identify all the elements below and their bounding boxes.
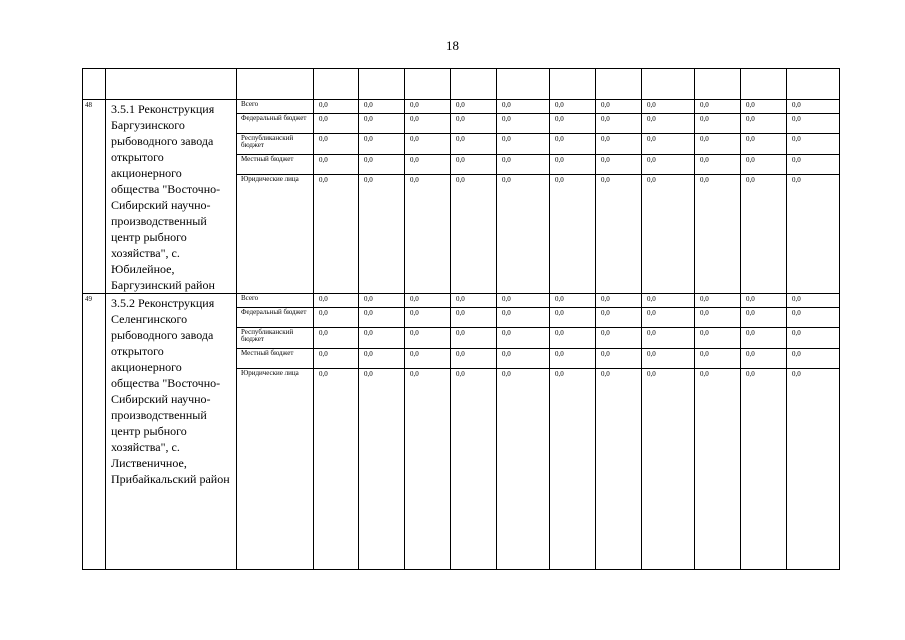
value-cell: 0,0 — [642, 294, 695, 308]
value-cell: 0,0 — [550, 328, 596, 349]
value-cell: 0,0 — [741, 155, 787, 175]
value-cell: 0,0 — [451, 294, 497, 308]
value-cell: 0,0 — [596, 369, 642, 570]
value-cell: 0,0 — [359, 369, 405, 570]
value-cell: 0,0 — [596, 114, 642, 134]
value-cell: 0,0 — [695, 114, 741, 134]
header-cell — [106, 69, 237, 100]
value-cell: 0,0 — [787, 328, 840, 349]
value-cell: 0,0 — [359, 308, 405, 328]
header-cell — [787, 69, 840, 100]
header-cell — [405, 69, 451, 100]
value-cell: 0,0 — [787, 349, 840, 369]
header-cell — [550, 69, 596, 100]
value-cell: 0,0 — [695, 175, 741, 294]
header-cell — [497, 69, 550, 100]
project-number: 48 — [83, 100, 106, 294]
header-row — [83, 69, 840, 100]
header-cell — [451, 69, 497, 100]
value-cell: 0,0 — [451, 155, 497, 175]
value-cell: 0,0 — [451, 308, 497, 328]
value-cell: 0,0 — [451, 114, 497, 134]
project-number: 49 — [83, 294, 106, 570]
value-cell: 0,0 — [695, 155, 741, 175]
header-cell — [695, 69, 741, 100]
value-cell: 0,0 — [550, 369, 596, 570]
value-cell: 0,0 — [497, 155, 550, 175]
value-cell: 0,0 — [314, 328, 359, 349]
value-cell: 0,0 — [596, 134, 642, 155]
project-rows — [83, 100, 840, 570]
value-cell: 0,0 — [550, 155, 596, 175]
value-cell: 0,0 — [642, 349, 695, 369]
value-cell: 0,0 — [359, 175, 405, 294]
header-cell — [741, 69, 787, 100]
value-cell: 0,0 — [497, 100, 550, 114]
funding-source: Республиканский бюджет — [237, 328, 314, 349]
header-cell — [314, 69, 359, 100]
funding-source: Юридические лица — [237, 175, 314, 294]
value-cell: 0,0 — [497, 308, 550, 328]
value-cell: 0,0 — [550, 349, 596, 369]
header-cell — [359, 69, 405, 100]
value-cell: 0,0 — [596, 100, 642, 114]
value-cell: 0,0 — [741, 175, 787, 294]
value-cell: 0,0 — [642, 308, 695, 328]
value-cell: 0,0 — [695, 100, 741, 114]
budget-row — [83, 100, 840, 114]
value-cell: 0,0 — [550, 175, 596, 294]
value-cell: 0,0 — [787, 369, 840, 570]
value-cell: 0,0 — [787, 114, 840, 134]
value-cell: 0,0 — [741, 308, 787, 328]
value-cell: 0,0 — [642, 328, 695, 349]
project-title: 3.5.1 Реконструкция Баргузинского рыбоводного завода открытого акционерного общества "Восточно-Сибирский научно-производственный центр рыбного хозяйства", с. Юбилейное, Баргузинский район — [106, 100, 237, 294]
value-cell: 0,0 — [314, 100, 359, 114]
value-cell: 0,0 — [497, 175, 550, 294]
value-cell: 0,0 — [596, 308, 642, 328]
value-cell: 0,0 — [787, 100, 840, 114]
value-cell: 0,0 — [405, 175, 451, 294]
funding-source: Юридические лица — [237, 369, 314, 570]
value-cell: 0,0 — [451, 100, 497, 114]
value-cell: 0,0 — [596, 349, 642, 369]
value-cell: 0,0 — [497, 328, 550, 349]
value-cell: 0,0 — [642, 134, 695, 155]
value-cell: 0,0 — [695, 328, 741, 349]
value-cell: 0,0 — [497, 134, 550, 155]
value-cell: 0,0 — [497, 114, 550, 134]
value-cell: 0,0 — [642, 114, 695, 134]
value-cell: 0,0 — [359, 155, 405, 175]
value-cell: 0,0 — [314, 155, 359, 175]
value-cell: 0,0 — [695, 134, 741, 155]
value-cell: 0,0 — [405, 349, 451, 369]
value-cell: 0,0 — [451, 369, 497, 570]
project-title: 3.5.2 Реконструкция Селенгинского рыбоводного завода открытого акционерного общества "Восточно-Сибирский научно-производственный центр рыбного хозяйства", с. Лиственичное, Прибайкальский район — [106, 294, 237, 570]
value-cell: 0,0 — [451, 328, 497, 349]
value-cell: 0,0 — [359, 100, 405, 114]
header-cell — [83, 69, 106, 100]
value-cell: 0,0 — [787, 175, 840, 294]
value-cell: 0,0 — [405, 134, 451, 155]
value-cell: 0,0 — [596, 328, 642, 349]
value-cell: 0,0 — [596, 294, 642, 308]
value-cell: 0,0 — [596, 175, 642, 294]
budget-table — [82, 68, 840, 570]
value-cell: 0,0 — [497, 349, 550, 369]
value-cell: 0,0 — [550, 294, 596, 308]
value-cell: 0,0 — [695, 349, 741, 369]
value-cell: 0,0 — [787, 308, 840, 328]
header-cell — [237, 69, 314, 100]
value-cell: 0,0 — [497, 369, 550, 570]
value-cell: 0,0 — [787, 294, 840, 308]
value-cell: 0,0 — [642, 369, 695, 570]
value-cell: 0,0 — [314, 369, 359, 570]
funding-source: Федеральный бюджет — [237, 114, 314, 134]
value-cell: 0,0 — [695, 308, 741, 328]
value-cell: 0,0 — [550, 134, 596, 155]
value-cell: 0,0 — [451, 134, 497, 155]
value-cell: 0,0 — [405, 100, 451, 114]
value-cell: 0,0 — [359, 134, 405, 155]
value-cell: 0,0 — [405, 294, 451, 308]
value-cell: 0,0 — [405, 328, 451, 349]
value-cell: 0,0 — [405, 114, 451, 134]
value-cell: 0,0 — [359, 349, 405, 369]
value-cell: 0,0 — [741, 114, 787, 134]
value-cell: 0,0 — [741, 328, 787, 349]
value-cell: 0,0 — [550, 114, 596, 134]
value-cell: 0,0 — [314, 308, 359, 328]
value-cell: 0,0 — [787, 155, 840, 175]
value-cell: 0,0 — [741, 134, 787, 155]
value-cell: 0,0 — [359, 294, 405, 308]
value-cell: 0,0 — [741, 369, 787, 570]
value-cell: 0,0 — [550, 100, 596, 114]
value-cell: 0,0 — [314, 114, 359, 134]
value-cell: 0,0 — [314, 294, 359, 308]
value-cell: 0,0 — [787, 134, 840, 155]
budget-row — [83, 294, 840, 308]
value-cell: 0,0 — [741, 294, 787, 308]
funding-source: Республиканский бюджет — [237, 134, 314, 155]
value-cell: 0,0 — [695, 294, 741, 308]
value-cell: 0,0 — [314, 349, 359, 369]
funding-source: Всего — [237, 100, 314, 114]
value-cell: 0,0 — [642, 155, 695, 175]
value-cell: 0,0 — [741, 349, 787, 369]
funding-source: Всего — [237, 294, 314, 308]
value-cell: 0,0 — [314, 134, 359, 155]
funding-source: Местный бюджет — [237, 155, 314, 175]
value-cell: 0,0 — [550, 308, 596, 328]
funding-source: Федеральный бюджет — [237, 308, 314, 328]
value-cell: 0,0 — [405, 308, 451, 328]
value-cell: 0,0 — [642, 100, 695, 114]
value-cell: 0,0 — [642, 175, 695, 294]
value-cell: 0,0 — [741, 100, 787, 114]
page-number: 18 — [446, 38, 459, 53]
value-cell: 0,0 — [405, 155, 451, 175]
value-cell: 0,0 — [596, 155, 642, 175]
value-cell: 0,0 — [497, 294, 550, 308]
header-cell — [596, 69, 642, 100]
value-cell: 0,0 — [405, 369, 451, 570]
value-cell: 0,0 — [359, 114, 405, 134]
header-cell — [642, 69, 695, 100]
value-cell: 0,0 — [451, 175, 497, 294]
value-cell: 0,0 — [359, 328, 405, 349]
value-cell: 0,0 — [314, 175, 359, 294]
value-cell: 0,0 — [695, 369, 741, 570]
value-cell: 0,0 — [451, 349, 497, 369]
funding-source: Местный бюджет — [237, 349, 314, 369]
